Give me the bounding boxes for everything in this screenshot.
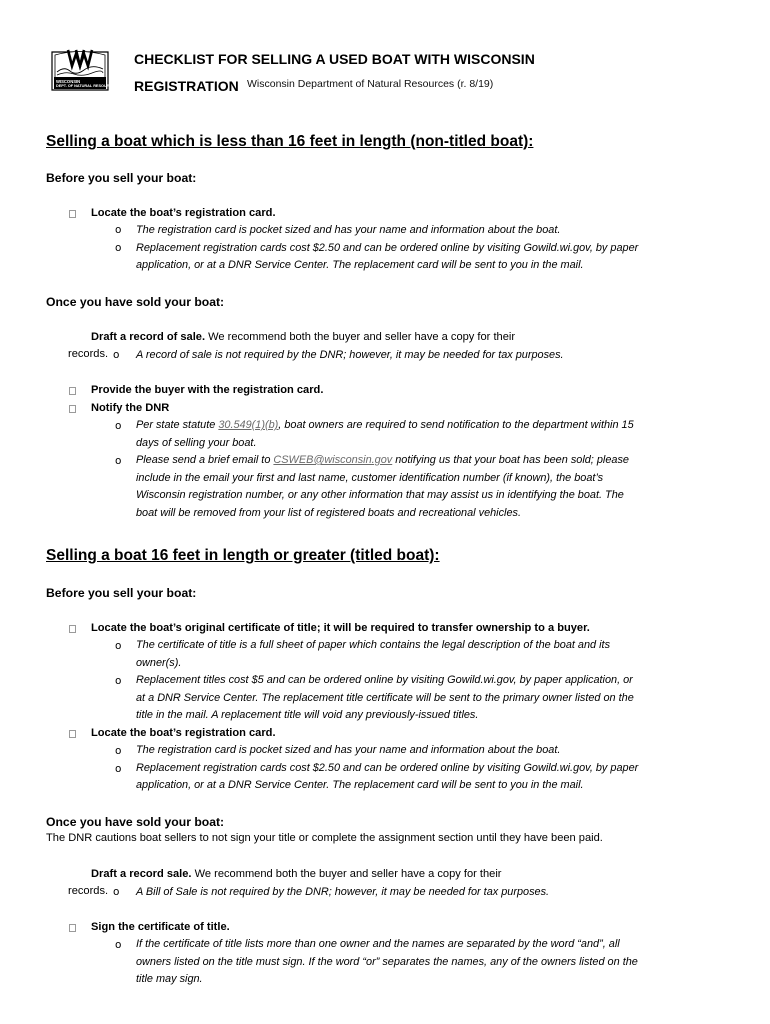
sub-item-text: The registration card is pocket sized and has your name and information about the boat.	[136, 224, 561, 236]
checkbox-locate-title[interactable]	[69, 625, 76, 633]
sub-item-text	[136, 454, 629, 466]
draft-record-label: Draft a record of sale.	[91, 331, 206, 343]
draft-record-text: We recommend both the buyer and seller have a copy for their	[191, 868, 502, 880]
agency-revision: Wisconsin Department of Natural Resources (r. 8/19)	[247, 78, 494, 90]
email-text-pre: Please send a brief email to	[136, 454, 274, 466]
checklist-item-notify-dnr: Notify the DNR	[91, 402, 170, 414]
records-word: records.	[68, 348, 109, 360]
sub-item-text: Replacement registration cards cost $2.50 and can be ordered online by visiting Gowild.wi.gov, by paper	[136, 242, 639, 254]
checkbox-locate-registration[interactable]	[69, 210, 76, 218]
sub-item-text: If the certificate of title lists more than one owner and the names are separated by the word “and”, all	[136, 938, 620, 950]
sub-bullet: o	[115, 224, 122, 236]
once-sold-heading: Once you have sold your boat:	[46, 295, 225, 309]
sub-item-text: title in the mail. A replacement title will void any previously-issued titles.	[136, 709, 479, 721]
checklist-item-locate-registration: Locate the boat’s registration card.	[91, 727, 276, 739]
draft-record-line	[91, 331, 515, 343]
checklist-item-locate-registration: Locate the boat’s registration card.	[91, 207, 276, 219]
sub-bullet: o	[115, 640, 122, 652]
sub-item-text: Replacement titles cost $5 and can be ordered online by visiting Gowild.wi.gov, by paper application, or	[136, 674, 633, 686]
sub-item-text: A Bill of Sale is not required by the DNR; however, it may be needed for tax purposes.	[136, 886, 550, 898]
statute-text-pre: Per state statute	[136, 419, 219, 431]
checkbox-sign-title[interactable]	[69, 924, 76, 932]
section-heading-non-titled: Selling a boat which is less than 16 feet in length (non-titled boat):	[46, 133, 534, 150]
logo-text-top: WISCONSIN	[56, 79, 81, 84]
sub-bullet: o	[115, 455, 122, 467]
sub-item-text: Wisconsin registration number, or any other information that may assist us in identifying the boat. The	[136, 489, 624, 501]
draft-record-line	[91, 868, 502, 880]
statute-text-post: , boat owners are required to send notification to the department within 15	[278, 419, 634, 431]
document-title-line1: CHECKLIST FOR SELLING A USED BOAT WITH WISCONSIN	[134, 51, 535, 67]
sub-item-text: application, or at a DNR Service Center. The replacement card will be sent to you in the mail.	[136, 779, 584, 791]
records-word: records.	[68, 885, 109, 897]
sub-item-text: application, or at a DNR Service Center. The replacement card will be sent to you in the mail.	[136, 259, 584, 271]
sub-item-text: title may sign.	[136, 973, 203, 985]
checkbox-provide-registration[interactable]	[69, 387, 76, 395]
statute-link[interactable]: 30.549(1)(b)	[218, 419, 279, 431]
document-title-line2: REGISTRATION	[134, 78, 239, 94]
sub-bullet: o	[115, 763, 122, 775]
caution-text: The DNR cautions boat sellers to not sign your title or complete the assignment section until they have been paid.	[46, 832, 603, 844]
sub-item-text: The registration card is pocket sized and has your name and information about the boat.	[136, 744, 561, 756]
sub-bullet: o	[113, 886, 120, 898]
draft-record-text: We recommend both the buyer and seller have a copy for their	[205, 331, 516, 343]
checklist-item-sign-title: Sign the certificate of title.	[91, 921, 230, 933]
checkbox-notify-dnr[interactable]	[69, 405, 76, 413]
sub-bullet: o	[115, 745, 122, 757]
section-heading-titled: Selling a boat 16 feet in length or greater (titled boat):	[46, 547, 440, 564]
sub-bullet: o	[115, 675, 122, 687]
sub-item-text: days of selling your boat.	[136, 437, 257, 449]
email-link[interactable]: CSWEB@wisconsin.gov	[273, 454, 393, 466]
before-sell-heading: Before you sell your boat:	[46, 171, 197, 185]
sub-item-text: at a DNR Service Center. The replacement title certificate will be sent to the primary owner listed on the	[136, 692, 634, 704]
sub-bullet: o	[115, 939, 122, 951]
checklist-item-provide-registration: Provide the buyer with the registration card.	[91, 384, 324, 396]
checklist-item-locate-title: Locate the boat’s original certificate of title; it will be required to transfer ownership to a buyer.	[91, 622, 590, 634]
sub-bullet: o	[115, 242, 122, 254]
sub-item-text: owners listed on the title must sign. If the word “or” separates the names, any of the owners listed on the	[136, 956, 638, 968]
sub-item-text: The certificate of title is a full sheet of paper which contains the legal description of the boat and its	[136, 639, 611, 651]
email-text-post: notifying us that your boat has been sold; please	[392, 454, 629, 466]
dnr-logo	[46, 46, 118, 96]
draft-record-label: Draft a record sale.	[91, 868, 192, 880]
sub-item-text: A record of sale is not required by the DNR; however, it may be needed for tax purposes.	[136, 349, 564, 361]
logo-text-bottom: DEPT. OF NATURAL RESOURCES	[56, 84, 118, 88]
checkbox-locate-registration-2[interactable]	[69, 730, 76, 738]
before-sell-heading: Before you sell your boat:	[46, 586, 197, 600]
sub-item-text	[136, 419, 634, 431]
sub-item-text: Replacement registration cards cost $2.50 and can be ordered online by visiting Gowild.wi.gov, by paper	[136, 762, 639, 774]
sub-item-text: boat will be removed from your list of registered boats and recreational vehicles.	[136, 507, 521, 519]
sub-bullet: o	[113, 349, 120, 361]
sub-item-text: include in the email your first and last name, customer identification number (if known), the boat’s	[136, 472, 604, 484]
sub-bullet: o	[115, 420, 122, 432]
once-sold-heading: Once you have sold your boat:	[46, 815, 225, 829]
sub-item-text: owner(s).	[136, 657, 182, 669]
